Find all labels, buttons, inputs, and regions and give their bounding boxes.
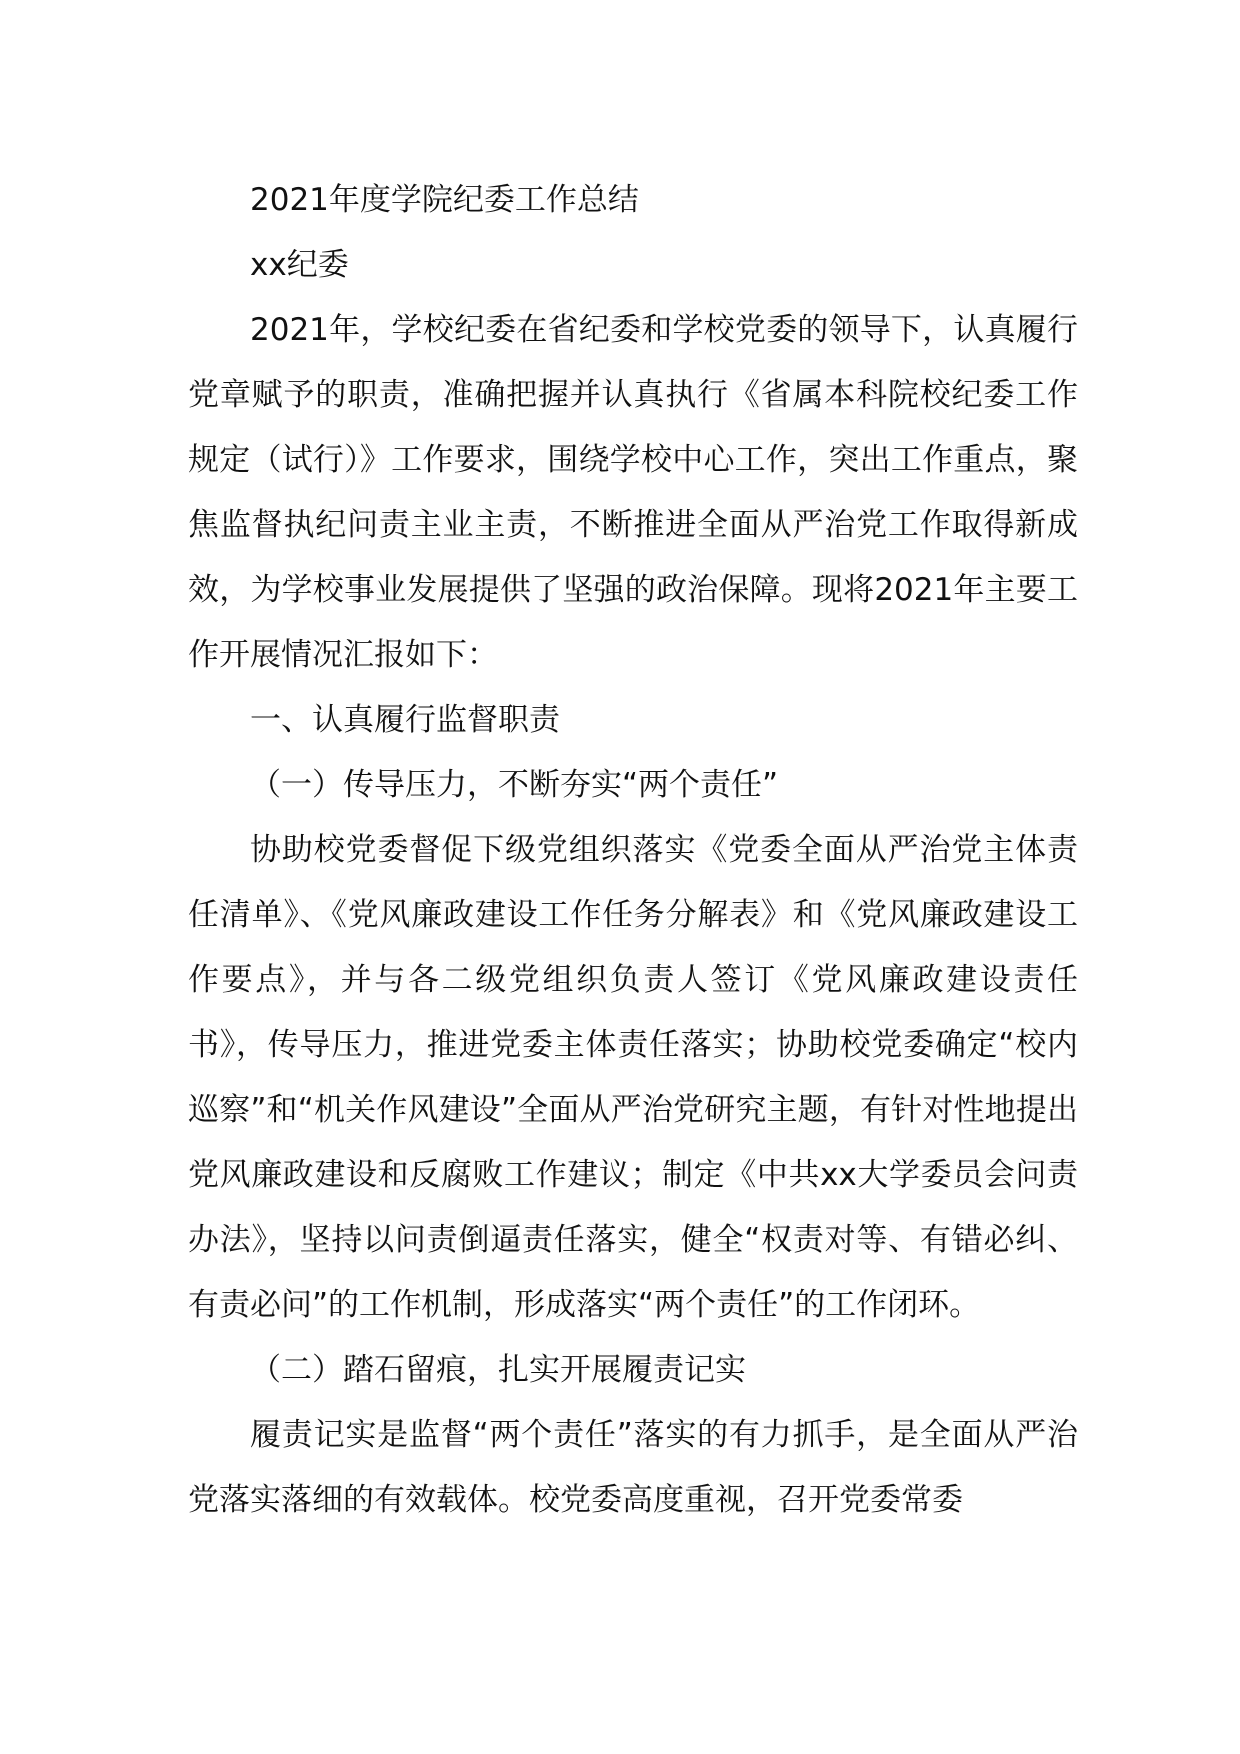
document-author: xx纪委 [250,247,349,283]
section-heading: 一、认真履行监督职责 [250,702,560,738]
intro-paragraph: 2021年，学校纪委在省纪委和学校党委的领导下，认真履行党章赋予的职责，准确把握并认真执行《省属本科院校纪委工作规定（试行）》工作要求，围绕学校中心工作，突出工作重点，聚焦监督执纪问责主业主责，不断推进全面从严治党工作取得新成效，为学校事业发展提供了坚强的政治保障。现将2021年主要工作开展情况汇报如下： [188,312,1078,673]
document-body [188,168,1078,1533]
subsection-heading: （一）传导压力，不断夯实“两个责任” [250,767,779,803]
body-paragraph: 协助校党委督促下级党组织落实《党委全面从严治党主体责任清单》、《党风廉政建设工作任务分解表》和《党风廉政建设工作要点》，并与各二级党组织负责人签订《党风廉政建设责任书》，传导压力，推进党委主体责任落实；协助校党委确定“校内巡察”和“机关作风建设”全面从严治党研究主题，有针对性地提出党风廉政建设和反腐败工作建议；制定《中共xx大学委员会问责办法》，坚持以问责倒逼责任落实，健全“权责对等、有错必纠、有责必问”的工作机制，形成落实“两个责任”的工作闭环。 [188,832,1078,1323]
body-paragraph: 履责记实是监督“两个责任”落实的有力抓手，是全面从严治党落实落细的有效载体。校党委高度重视，召开党委常委 [188,1417,1078,1518]
document-title: 2021年度学院纪委工作总结 [250,182,639,218]
subsection-heading: （二）踏石留痕，扎实开展履责记实 [250,1352,746,1388]
